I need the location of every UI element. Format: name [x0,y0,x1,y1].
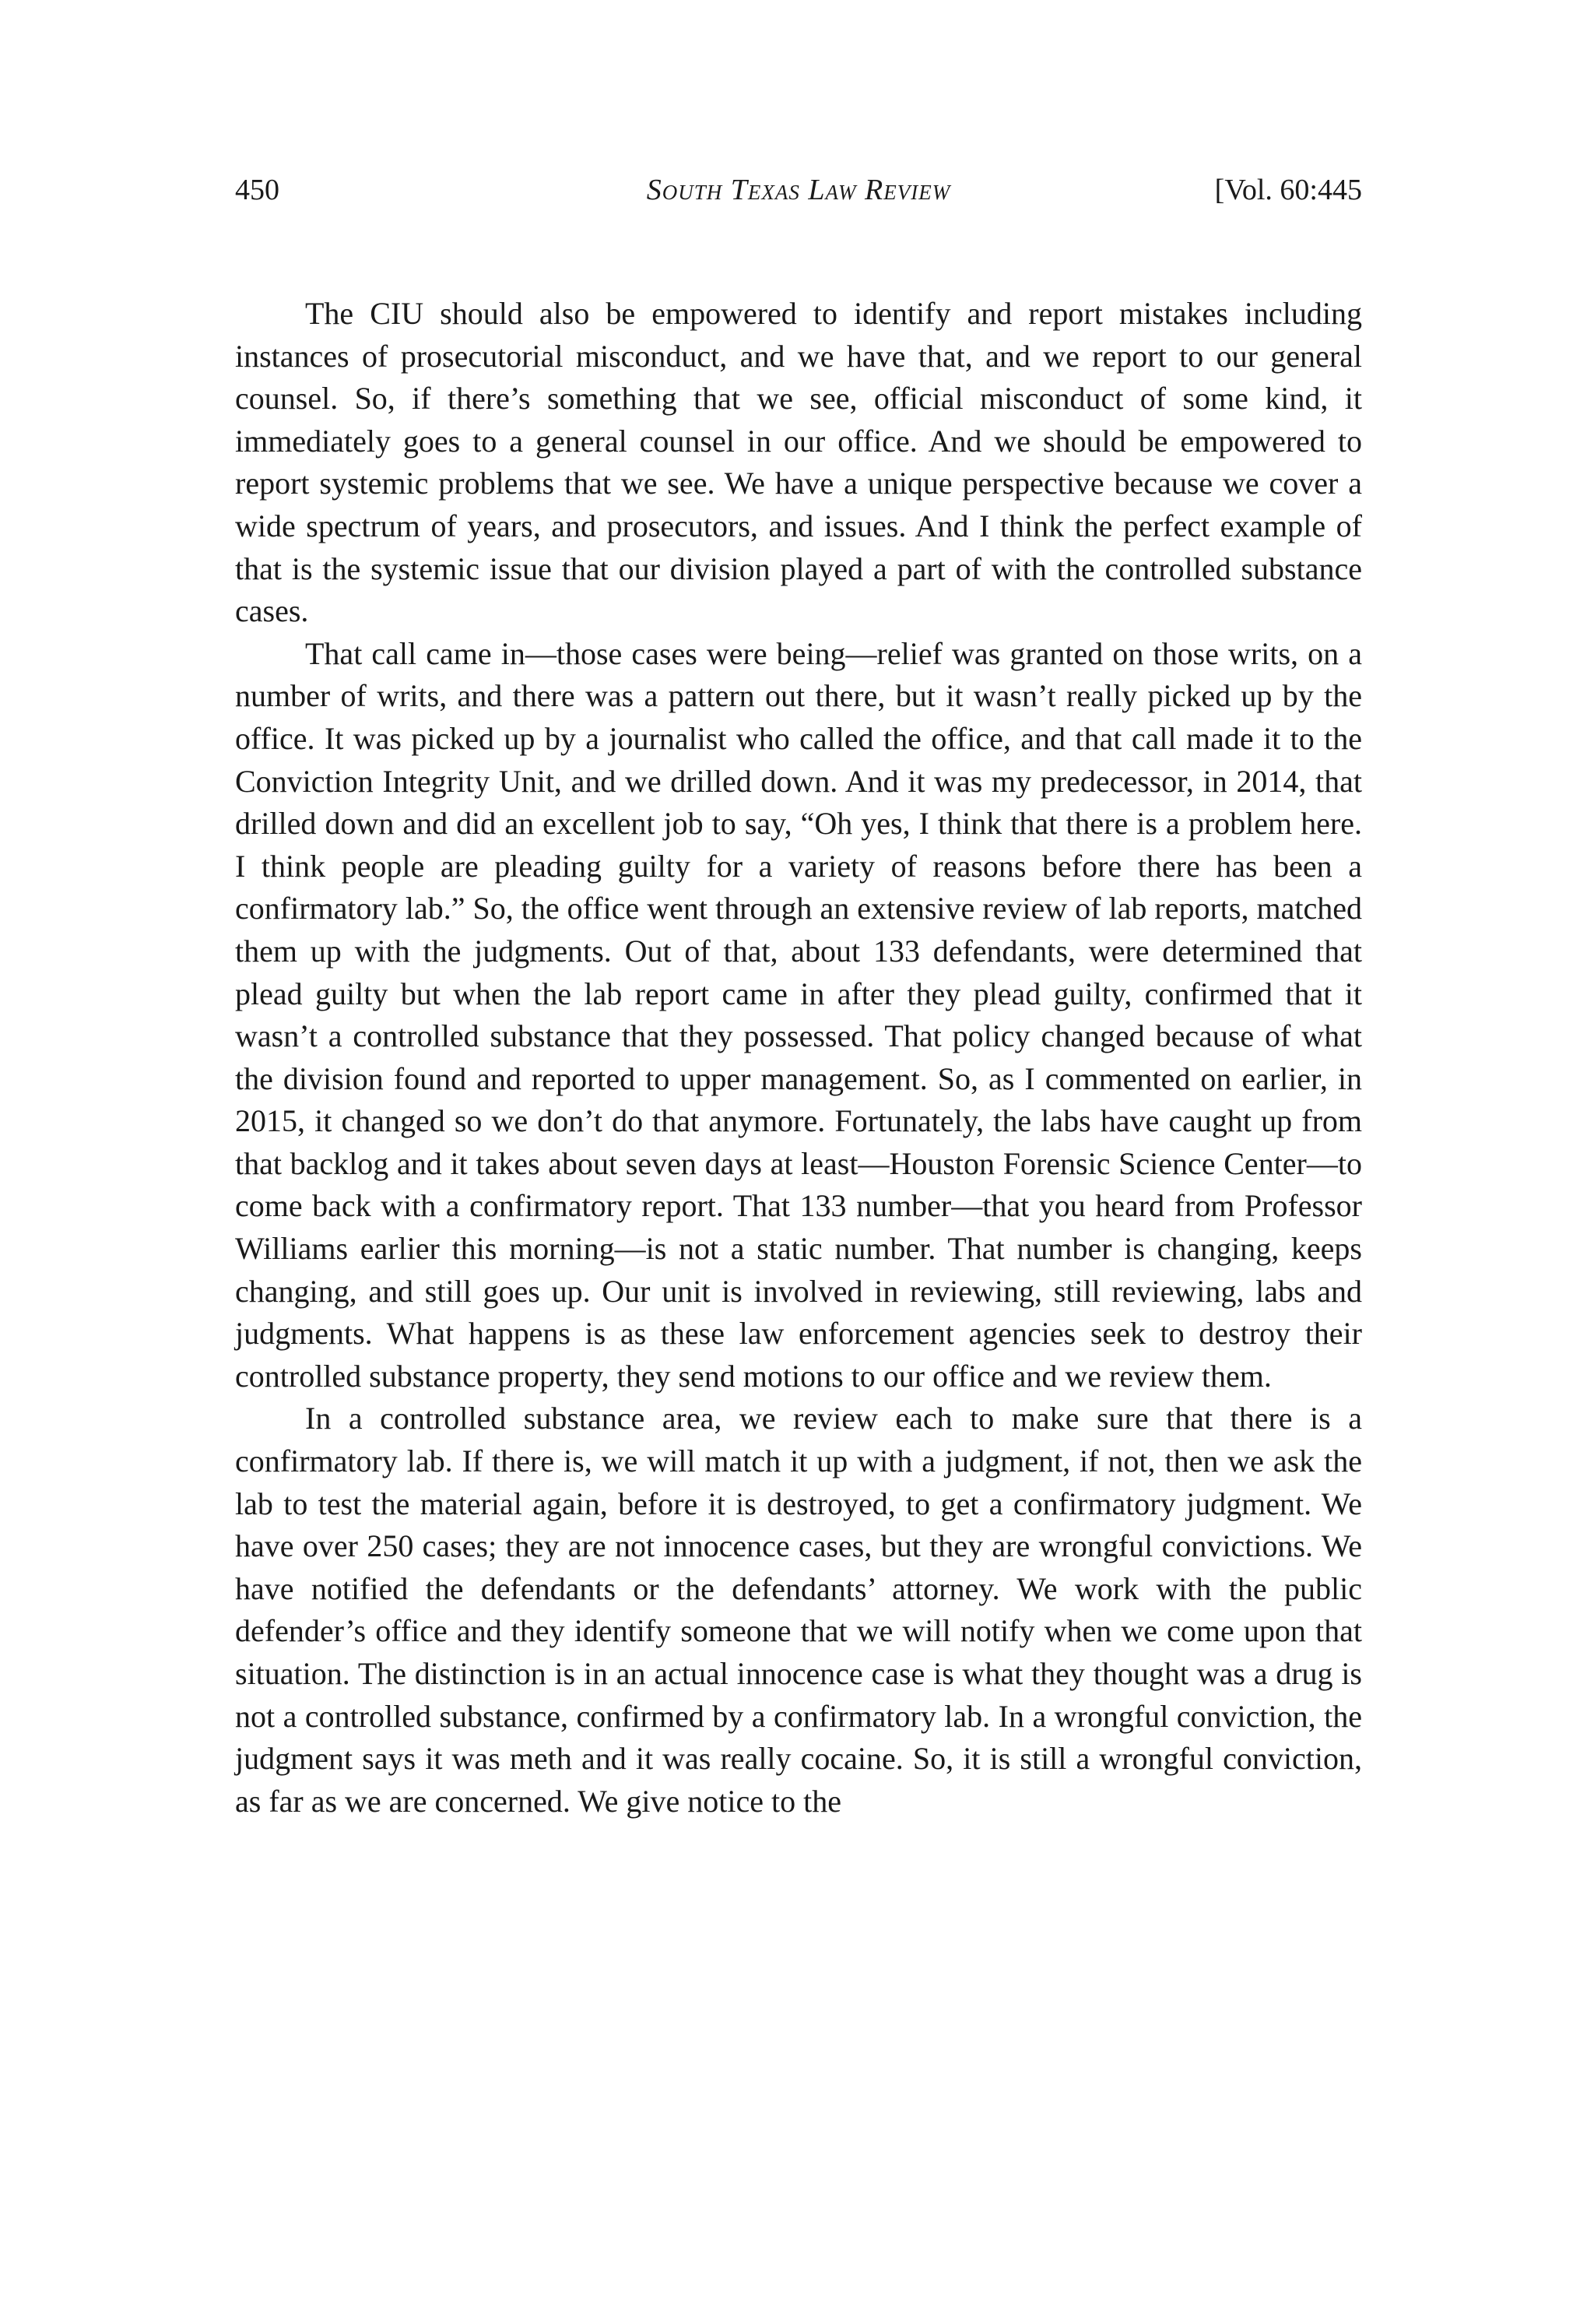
paragraph-1: The CIU should also be empowered to identify and report mistakes including instances of prosecutorial misconduct, and we have that, and we report to our general counsel. So, if there’s something that we see, official misconduct of some kind, it immediately goes to a general counsel in our office. And we should be empowered to report systemic problems that we see. We have a unique perspective because we cover a wide spectrum of years, and prosecutors, and issues. And I think the perfect example of that is the systemic issue that our division played a part of with the controlled substance cases. [235,296,1362,629]
body-text [235,293,1362,1823]
paragraph-2: That call came in—those cases were being—relief was granted on those writs, on a number of writs, and there was a pattern out there, but it wasn’t really picked up by the office. It was picked up by a journalist who called the office, and that call made it to the Conviction Integrity Unit, and we drilled down. And it was my predecessor, in 2014, that drilled down and did an excellent job to say, “Oh yes, I think that there is a problem here. I think people are pleading guilty for a variety of reasons before there has been a confirmatory lab.” So, the office went through an extensive review of lab reports, matched them up with the judgments. Out of that, about 133 defendants, were determined that plead guilty but when the lab report came in after they plead guilty, confirmed that it wasn’t a controlled substance that they possessed. That policy changed because of what the division found and reported to upper management. So, as I commented on earlier, in 2015, it changed so we don’t do that anymore. Fortunately, the labs have caught up from that backlog and it takes about seven days at least—Houston Forensic Science Center—to come back with a confirmatory report. That 133 number—that you heard from Professor Williams earlier this morning—is not a static number. That number is changing, keeps changing, and still goes up. Our unit is involved in reviewing, still reviewing, labs and judgments. What happens is as these law enforcement agencies seek to destroy their controlled substance property, they send motions to our office and we review them. [235,635,1362,1394]
page-header [235,173,1362,216]
paragraph-3: In a controlled substance area, we review each to make sure that there is a confirmatory lab. If there is, we will match it up with a judgment, if not, then we ask the lab to test the material again, before it is destroyed, to get a confirmatory judgment. We have over 250 cases; they are not innocence cases, but they are wrongful convictions. We have notified the defendants or the defendants’ attorney. We work with the public defender’s office and they identify someone that we will notify when we come upon that situation. The distinction is in an actual innocence case is what they thought was a drug is not a controlled substance, confirmed by a confirmatory lab. In a wrongful conviction, the judgment says it was meth and it was really cocaine. So, it is still a wrongful conviction, as far as we are concerned. We give notice to the [235,1401,1362,1819]
page-number: 450 [235,174,279,206]
journal-title: South Texas Law Review [646,174,951,206]
volume-citation: [Vol. 60:445 [1214,174,1362,206]
